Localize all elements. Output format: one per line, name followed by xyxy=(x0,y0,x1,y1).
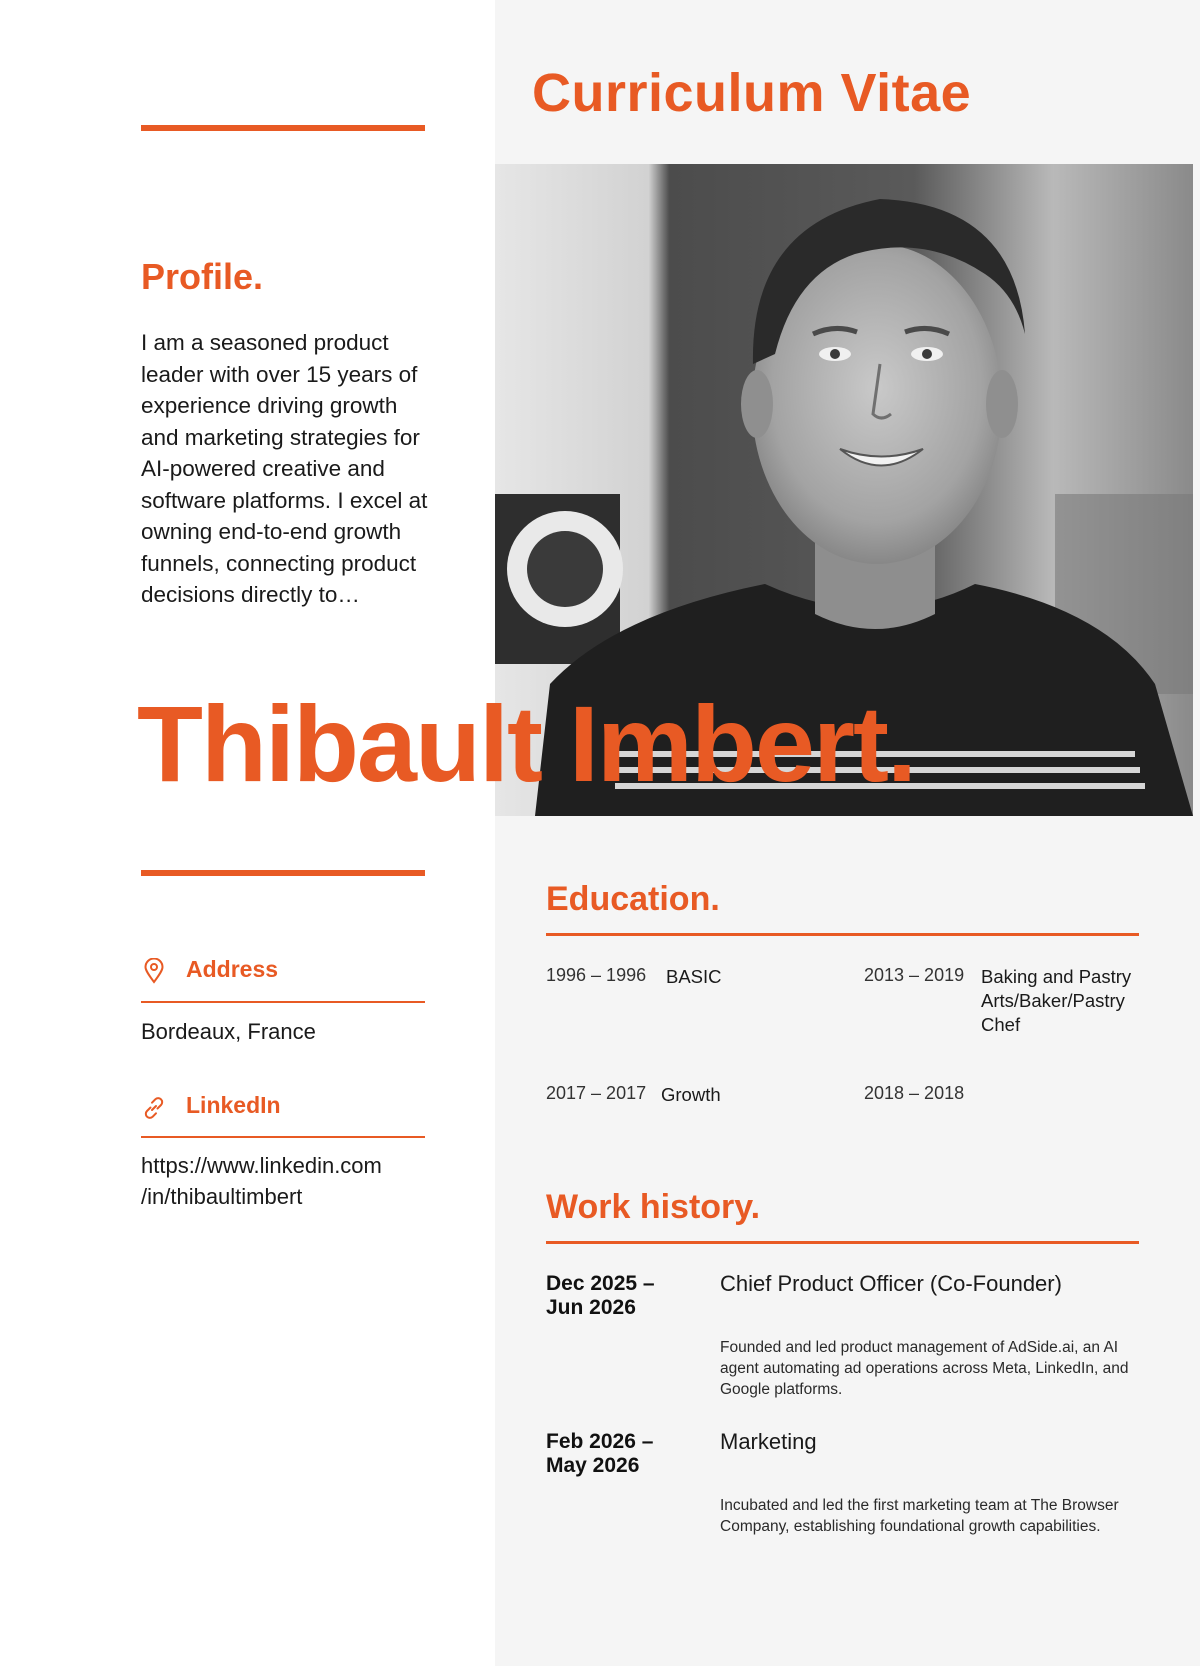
linkedin-url-line2[interactable]: /in/thibaultimbert xyxy=(141,1184,303,1209)
education-degree: Growth xyxy=(661,1084,721,1105)
contact-accent-divider xyxy=(141,870,425,876)
job-dates xyxy=(546,1272,655,1320)
linkedin-label: LinkedIn xyxy=(186,1092,281,1118)
job-title: Marketing xyxy=(720,1429,817,1454)
education-years: 1996 – 1996 xyxy=(546,965,647,985)
top-accent-divider xyxy=(141,125,425,131)
job-description: Incubated and led the first marketing team at The Browser Company, establishing foundational growth capabilities. xyxy=(720,1497,1119,1535)
job-dates xyxy=(546,1430,653,1478)
link-icon xyxy=(141,1095,167,1121)
work-history-divider xyxy=(546,1241,1139,1244)
education-divider xyxy=(546,933,1139,936)
education-degree: BASIC xyxy=(666,966,722,987)
candidate-name: Thibault Imbert. xyxy=(137,683,915,804)
profile-heading: Profile. xyxy=(141,256,264,297)
location-pin-icon xyxy=(142,958,166,984)
job-start-date: Dec 2025 – xyxy=(546,1272,655,1295)
education-years: 2018 – 2018 xyxy=(864,1083,965,1103)
address-value: Bordeaux, France xyxy=(141,1019,316,1044)
job-title: Chief Product Officer (Co-Founder) xyxy=(720,1271,1062,1296)
document-title: Curriculum Vitae xyxy=(532,63,972,123)
job-end-date: May 2026 xyxy=(546,1454,640,1477)
work-history-heading: Work history. xyxy=(546,1188,761,1226)
education-years: 2017 – 2017 xyxy=(546,1083,647,1103)
job-start-date: Feb 2026 – xyxy=(546,1430,654,1453)
profile-summary: I am a seasoned product leader with over 15 years of experience driving growth and marketing strategies for AI-powered creative and software platforms. I excel at owning end-to-end growth funnels, connecting product decisions directly to… xyxy=(141,330,428,607)
address-underline xyxy=(141,1001,425,1003)
address-label: Address xyxy=(186,956,279,982)
job-description: Founded and led product management of AdSide.ai, an AI agent automating ad operations across Meta, LinkedIn, and Google platforms. xyxy=(720,1339,1129,1398)
job-end-date: Jun 2026 xyxy=(546,1296,636,1319)
education-degree: Baking and Pastry Arts/Baker/Pastry Chef xyxy=(981,966,1132,1035)
education-years: 2013 – 2019 xyxy=(864,965,965,985)
linkedin-url-line1[interactable]: https://www.linkedin.com xyxy=(141,1153,382,1178)
education-heading: Education. xyxy=(546,880,720,918)
linkedin-underline xyxy=(141,1136,425,1138)
